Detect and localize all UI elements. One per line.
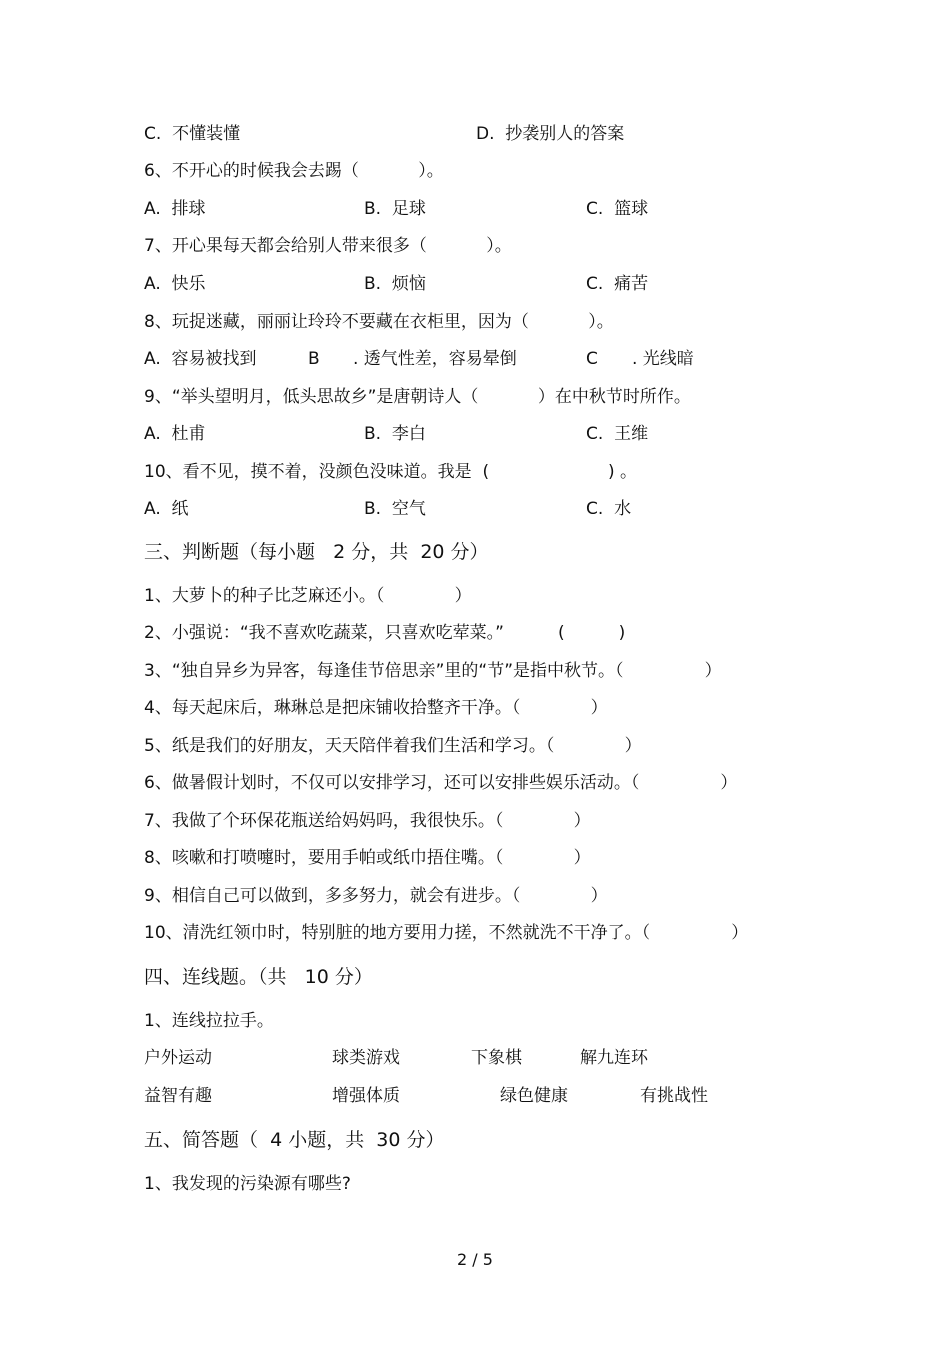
q7-option-b: B. 烦恼 bbox=[364, 274, 426, 294]
q6-option-c: C. 篮球 bbox=[586, 199, 649, 219]
tf-item-9: 9、相信自己可以做到，多多努力，就会有进步。（ ） bbox=[144, 886, 608, 906]
tf-item-2: 2、小强说：“我不喜欢吃蔬菜，只喜欢吃荤菜。” ( ) bbox=[144, 623, 626, 643]
q9-option-c: C. 王维 bbox=[586, 424, 649, 444]
q9-text: 9、“举头望明月，低头思故乡”是唐朝诗人（ ）在中秋节时所作。 bbox=[144, 387, 691, 407]
q8-option-c-text: . 光线暗 bbox=[632, 349, 694, 369]
q7-text: 7、开心果每天都会给别人带来很多（ ）。 bbox=[144, 236, 512, 256]
section5-title: 五、简答题（ 4 小题，共 30 分） bbox=[144, 1129, 445, 1151]
q5-option-d: D. 抄袭别人的答案 bbox=[476, 124, 625, 144]
q6-text: 6、不开心的时候我会去踢（ ）。 bbox=[144, 161, 444, 181]
tf-item-10: 10、清洗红领巾时，特别脏的地方要用力搓，不然就洗不干净了。（ ） bbox=[144, 923, 749, 943]
match-top-4: 解九连环 bbox=[580, 1048, 648, 1068]
q5-option-c: C. 不懂装懂 bbox=[144, 124, 241, 144]
section3-title: 三、判断题（每小题 2 分，共 20 分） bbox=[144, 541, 489, 563]
match-top-2: 球类游戏 bbox=[332, 1048, 400, 1068]
q6-option-b: B. 足球 bbox=[364, 199, 426, 219]
section4-q1: 1、连线拉拉手。 bbox=[144, 1011, 274, 1031]
section4-title: 四、连线题。（共 10 分） bbox=[144, 966, 373, 988]
match-top-1: 户外运动 bbox=[144, 1048, 212, 1068]
q7-option-c: C. 痛苦 bbox=[586, 274, 649, 294]
q9-option-b: B. 李白 bbox=[364, 424, 426, 444]
q10-text: 10、看不见，摸不着，没颜色没味道。我是 ( ) 。 bbox=[144, 462, 637, 482]
q8-text: 8、玩捉迷藏，丽丽让玲玲不要藏在衣柜里，因为（ ）。 bbox=[144, 312, 614, 332]
match-bottom-2: 增强体质 bbox=[332, 1086, 400, 1106]
tf-item-1: 1、大萝卜的种子比芝麻还小。（ ） bbox=[144, 586, 472, 606]
tf-item-6: 6、做暑假计划时，不仅可以安排学习，还可以安排些娱乐活动。（ ） bbox=[144, 773, 738, 793]
match-bottom-1: 益智有趣 bbox=[144, 1086, 212, 1106]
page-number: 2 / 5 bbox=[457, 1250, 493, 1269]
match-bottom-3: 绿色健康 bbox=[500, 1086, 568, 1106]
section5-q1: 1、我发现的污染源有哪些? bbox=[144, 1174, 351, 1194]
q10-option-c: C. 水 bbox=[586, 499, 632, 519]
q8-option-b-text: . 透气性差，容易晕倒 bbox=[353, 349, 517, 369]
q8-option-c-letter: C bbox=[586, 349, 598, 369]
match-top-3: 下象棋 bbox=[471, 1048, 522, 1068]
q8-option-a: A. 容易被找到 bbox=[144, 349, 257, 369]
tf-item-4: 4、每天起床后，琳琳总是把床铺收拾整齐干净。（ ） bbox=[144, 698, 608, 718]
q9-option-a: A. 杜甫 bbox=[144, 424, 206, 444]
tf-item-3: 3、“独自异乡为异客，每逢佳节倍思亲”里的“节”是指中秋节。（ ） bbox=[144, 661, 722, 681]
tf-item-5: 5、纸是我们的好朋友，天天陪伴着我们生活和学习。（ ） bbox=[144, 736, 642, 756]
q10-option-a: A. 纸 bbox=[144, 499, 189, 519]
tf-item-7: 7、我做了个环保花瓶送给妈妈吗，我很快乐。（ ） bbox=[144, 811, 591, 831]
q7-option-a: A. 快乐 bbox=[144, 274, 206, 294]
q8-option-b-letter: B bbox=[308, 349, 320, 369]
q10-option-b: B. 空气 bbox=[364, 499, 426, 519]
tf-item-8: 8、咳嗽和打喷嚏时，要用手帕或纸巾捂住嘴。（ ） bbox=[144, 848, 591, 868]
q6-option-a: A. 排球 bbox=[144, 199, 206, 219]
match-bottom-4: 有挑战性 bbox=[640, 1086, 708, 1106]
